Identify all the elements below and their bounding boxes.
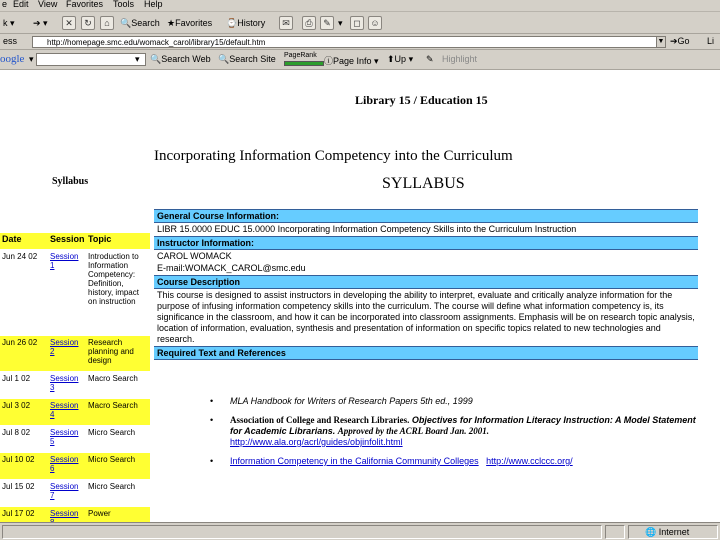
schedule-date: Jun 24 02 — [2, 252, 38, 261]
favorites-button-label: Favorites — [175, 18, 213, 28]
address-bar — [0, 34, 720, 50]
table-row — [0, 336, 150, 372]
menu-file[interactable]: e — [2, 0, 8, 9]
schedule-date: Jul 3 02 — [2, 401, 31, 410]
session-link[interactable]: Session 3 — [50, 374, 79, 392]
course-description-body: This course is designed to assist instructors in developing the ability to interpret, evaluate and critically analyze information for the purpose of infusing information competency skills into the curriculum. The course will define what information competency is, its significance in the classroom, and how it can be incorporated into classroom assignments. Emphasis will be on research topic analysis, location of information, evaluation, synthesis and presentation of information on specific topics related to new technologies and research. — [157, 290, 695, 344]
back-button[interactable]: k ▾ — [3, 18, 15, 28]
session-cell — [50, 252, 84, 270]
session-cell — [50, 428, 84, 446]
schedule-date: Jun 26 02 — [2, 338, 38, 347]
page-info-button[interactable]: ⓘPage Info ▾ — [324, 56, 379, 66]
session-link[interactable]: Session 2 — [50, 338, 79, 356]
session-link[interactable]: Session 4 — [50, 401, 79, 419]
reference-text: MLA Handbook for Writers of Research Papers 5th ed., 1999 — [230, 396, 473, 406]
session-cell — [50, 482, 84, 500]
required-texts-heading: Required Text and References — [154, 346, 698, 360]
reference-org: Association of College and Research Libraries. — [230, 415, 410, 425]
address-label: ess — [3, 36, 18, 46]
go-label: Go — [677, 36, 690, 46]
page-info-label: Page Info — [333, 56, 372, 66]
syllabus-nav-link[interactable]: Syllabus — [52, 176, 89, 187]
list-item — [200, 396, 700, 407]
session-link[interactable]: Session 6 — [50, 455, 79, 473]
print-icon[interactable]: ⎙ — [302, 16, 316, 30]
schedule-topic: Micro Search — [88, 428, 136, 437]
instructor-info-heading: Instructor Information: — [154, 236, 698, 250]
page-content — [0, 71, 720, 522]
bullet-icon: • — [210, 415, 214, 425]
zone-label-text: Internet — [658, 527, 690, 537]
session-cell — [50, 374, 84, 392]
schedule-session-header: Session — [50, 234, 85, 244]
list-item — [200, 456, 700, 467]
table-row — [0, 250, 150, 336]
internet-zone-label: 🌐 Internet — [645, 527, 690, 537]
schedule-date: Jul 10 02 — [2, 455, 35, 464]
highlight-label[interactable]: Highlight — [442, 54, 478, 64]
up-label: Up — [394, 54, 407, 64]
menu-tools[interactable]: Tools — [113, 0, 135, 9]
search-web-label: Search Web — [161, 54, 211, 64]
mail-icon[interactable]: ✉ — [279, 16, 293, 30]
google-menu-icon[interactable]: ▾ — [29, 54, 34, 64]
pagerank-label: PageRank — [284, 52, 317, 59]
history-button-label: History — [237, 18, 266, 28]
refresh-icon[interactable]: ↻ — [81, 16, 95, 30]
schedule-topic: Micro Search — [88, 482, 136, 491]
google-search-input[interactable] — [36, 53, 146, 66]
dropdown-icon[interactable]: ▾ — [338, 18, 343, 28]
reference-note: Approved by the ACRL Board Jan. 2001. — [337, 426, 490, 436]
messenger-icon[interactable]: ☺ — [368, 16, 382, 30]
schedule-topic: Research planning and design — [88, 338, 134, 365]
schedule-date: Jul 1 02 — [2, 374, 31, 383]
library-title: Library 15 / Education 15 — [355, 93, 488, 107]
schedule-topic-header: Topic — [88, 234, 112, 244]
instructor-name: CAROL WOMACK — [157, 251, 232, 261]
schedule-date: Jul 17 02 — [2, 509, 35, 518]
syllabus-heading: SYLLABUS — [382, 175, 465, 192]
search-site-label: Search Site — [229, 54, 276, 64]
standard-toolbar — [0, 12, 720, 34]
schedule-table — [0, 233, 150, 534]
history-button[interactable]: ⌚History — [226, 18, 266, 28]
schedule-topic: Micro Search — [88, 455, 136, 464]
general-info-heading: General Course Information: — [154, 209, 698, 223]
course-main-title: Incorporating Information Competency into the Curriculum — [154, 148, 513, 164]
status-message-pane — [2, 525, 602, 539]
address-dropdown-icon[interactable]: ▼ — [656, 36, 666, 48]
address-input[interactable] — [32, 36, 664, 48]
menu-view[interactable]: View — [38, 0, 58, 9]
bullet-icon: • — [210, 456, 214, 466]
status-bar — [0, 522, 720, 540]
session-cell — [50, 455, 84, 473]
table-row — [0, 480, 150, 507]
session-link[interactable]: Session 7 — [50, 482, 79, 500]
search-web-button[interactable]: 🔍Search Web — [150, 54, 211, 64]
google-logo[interactable]: oogle — [0, 53, 25, 65]
google-toolbar — [0, 50, 720, 70]
table-row — [0, 453, 150, 480]
forward-icon[interactable]: ➔ ▾ — [33, 18, 48, 28]
session-link[interactable]: Session 5 — [50, 428, 79, 446]
reference-title: Objectives for Information Literacy Instruction: A Model Statement for Academic Librarians. — [230, 415, 696, 436]
table-row — [0, 399, 150, 426]
highlight-icon[interactable]: ✎ — [426, 54, 434, 64]
session-link[interactable]: Session — [50, 509, 79, 518]
reference-url-link[interactable]: http://www.cclccc.org/ — [486, 456, 573, 466]
general-info-body: LIBR 15.0000 EDUC 15.0000 Incorporating Information Competency Skills into the Curriculum Instruction — [157, 224, 577, 234]
schedule-topic: Power — [88, 509, 111, 518]
schedule-date: Jul 8 02 — [2, 428, 31, 437]
table-row — [0, 372, 150, 399]
search-site-button[interactable]: 🔍Search Site — [218, 54, 276, 64]
search-button[interactable]: 🔍Search — [120, 18, 160, 28]
schedule-topic: Macro Search — [88, 401, 138, 410]
stop-icon[interactable]: ✕ — [62, 16, 76, 30]
up-button[interactable]: ⬆Up ▾ — [387, 54, 414, 64]
menu-favorites[interactable]: Favorites — [66, 0, 104, 9]
schedule-header-row — [0, 233, 150, 250]
session-cell — [50, 401, 84, 419]
bullet-icon: • — [210, 396, 214, 406]
links-label[interactable]: Li — [707, 36, 715, 46]
course-description-heading: Course Description — [154, 275, 698, 289]
home-icon[interactable]: ⌂ — [100, 16, 114, 30]
list-item — [200, 415, 700, 448]
status-pane-small — [605, 525, 625, 539]
session-link[interactable]: Session 1 — [50, 252, 79, 270]
reference-link[interactable]: Information Competency in the California Community Colleges — [230, 456, 479, 466]
schedule-topic: Macro Search — [88, 374, 138, 383]
go-button[interactable]: ➔Go — [670, 36, 690, 46]
table-row — [0, 426, 150, 453]
search-button-label: Search — [131, 18, 160, 28]
reference-url-link[interactable]: http://www.ala.org/acrl/guides/objinfolit.html — [230, 437, 403, 447]
course-info-table — [154, 209, 698, 360]
menu-edit[interactable]: Edit — [13, 0, 29, 9]
favorites-button[interactable]: ★Favorites — [167, 18, 213, 28]
discuss-icon[interactable]: ◻ — [350, 16, 364, 30]
instructor-email[interactable]: E-mail:WOMACK_CAROL@smc.edu — [157, 263, 306, 273]
schedule-date-header: Date — [2, 234, 22, 244]
schedule-topic: Introduction to Information Competency: Definition, history, impact on instruction — [88, 252, 139, 306]
pagerank-bar — [284, 61, 324, 66]
menu-bar — [0, 0, 720, 12]
menu-help[interactable]: Help — [144, 0, 163, 9]
schedule-date: Jul 15 02 — [2, 482, 35, 491]
google-search-dropdown-icon[interactable]: ▾ — [135, 54, 140, 64]
reference-list — [200, 396, 700, 475]
edit-icon[interactable]: ✎ — [320, 16, 334, 30]
session-cell — [50, 338, 84, 356]
